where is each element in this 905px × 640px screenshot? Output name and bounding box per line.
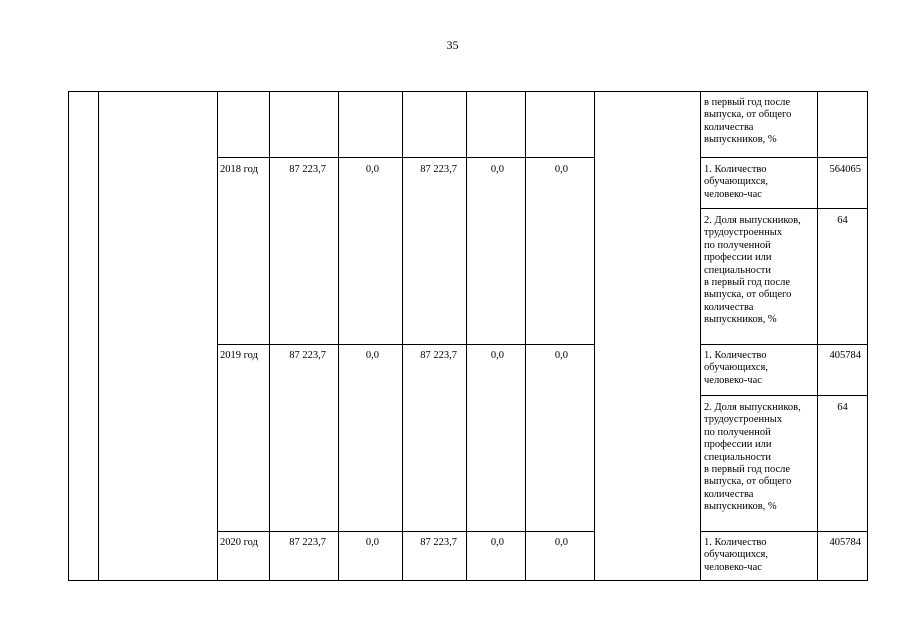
value-cell: 0,0 bbox=[490, 350, 504, 361]
indicator-cell: 1. Количество обучающихся, человеко-час bbox=[704, 350, 768, 386]
page-number: 35 bbox=[446, 38, 459, 52]
column-divider bbox=[466, 91, 467, 581]
row-divider bbox=[700, 208, 868, 209]
value-cell: 87 223,7 bbox=[289, 350, 326, 361]
value-cell: 0,0 bbox=[554, 164, 568, 175]
indicator-cell: 2. Доля выпускников, трудоустроенных по полученной профессии или специальности в первый год после выпуска, от общего количества выпускников, % bbox=[704, 215, 801, 326]
column-divider bbox=[269, 91, 270, 581]
value-cell: 0,0 bbox=[554, 350, 568, 361]
indicator-cell: в первый год после выпуска, от общего количества выпускников, % bbox=[704, 97, 792, 146]
value-cell: 87 223,7 bbox=[420, 350, 457, 361]
year-cell: 2018 год bbox=[220, 164, 258, 175]
value-cell: 87 223,7 bbox=[289, 537, 326, 548]
column-divider bbox=[338, 91, 339, 581]
value-cell: 0,0 bbox=[365, 164, 379, 175]
row-divider bbox=[700, 531, 868, 532]
value-cell: 0,0 bbox=[554, 537, 568, 548]
indicator-cell: 2. Доля выпускников, трудоустроенных по полученной профессии или специальности в первый год после выпуска, от общего количества выпускников, % bbox=[704, 402, 801, 513]
value-cell: 0,0 bbox=[365, 350, 379, 361]
table-border-right bbox=[867, 91, 868, 581]
indicator-value: 64 bbox=[837, 215, 848, 226]
row-divider bbox=[217, 531, 595, 532]
column-divider bbox=[817, 91, 818, 581]
value-cell: 0,0 bbox=[365, 537, 379, 548]
column-divider bbox=[525, 91, 526, 581]
row-divider bbox=[217, 157, 595, 158]
row-divider bbox=[217, 344, 595, 345]
year-cell: 2020 год bbox=[220, 537, 258, 548]
row-divider bbox=[700, 344, 868, 345]
value-cell: 87 223,7 bbox=[420, 164, 457, 175]
year-cell: 2019 год bbox=[220, 350, 258, 361]
value-cell: 87 223,7 bbox=[420, 537, 457, 548]
value-cell: 87 223,7 bbox=[289, 164, 326, 175]
indicator-value: 64 bbox=[837, 402, 848, 413]
table-border-top bbox=[68, 91, 868, 92]
column-divider bbox=[98, 91, 99, 581]
value-cell: 0,0 bbox=[490, 164, 504, 175]
column-divider bbox=[700, 91, 701, 581]
indicator-cell: 1. Количество обучающихся, человеко-час bbox=[704, 537, 768, 573]
value-cell: 0,0 bbox=[490, 537, 504, 548]
indicator-cell: 1. Количество обучающихся, человеко-час bbox=[704, 164, 768, 200]
row-divider bbox=[700, 157, 868, 158]
indicator-value: 564065 bbox=[829, 164, 861, 175]
column-divider bbox=[217, 91, 218, 581]
indicator-value: 405784 bbox=[829, 537, 861, 548]
table-border-left bbox=[68, 91, 69, 581]
column-divider bbox=[402, 91, 403, 581]
row-divider bbox=[700, 395, 868, 396]
indicator-value: 405784 bbox=[829, 350, 861, 361]
column-divider bbox=[594, 91, 595, 581]
table-border-bottom bbox=[68, 580, 868, 581]
